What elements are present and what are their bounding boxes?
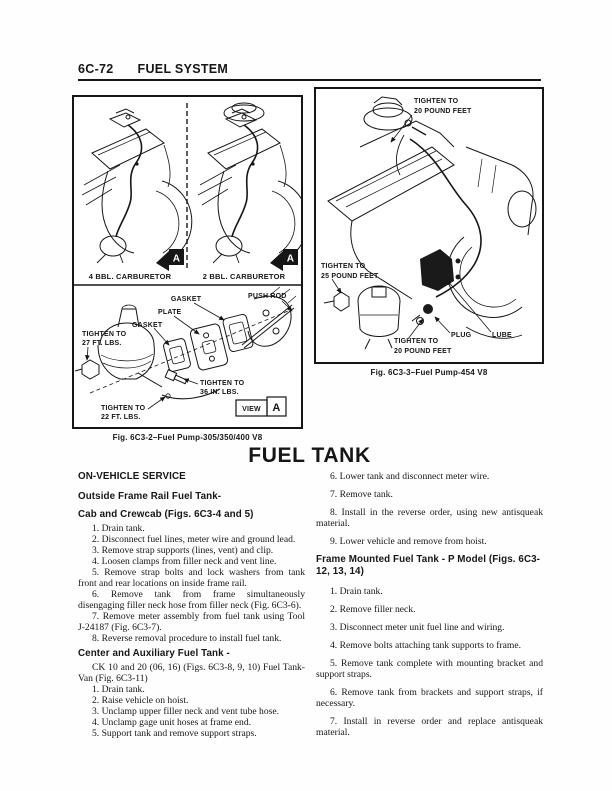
instruction-step: 5. Remove strap bolts and lock washers from tank front and rear locations on inside frame rail. <box>78 567 305 589</box>
center-auxiliary-heading: Center and Auxiliary Fuel Tank - <box>78 648 230 659</box>
instruction-step: 2. Disconnect fuel lines, meter wire and ground lead. <box>92 534 296 545</box>
instruction-step: 6. Remove tank from brackets and support straps, if necessary. <box>316 687 543 709</box>
page-header <box>78 62 541 81</box>
callout-tighten-25: TIGHTEN TO <box>321 263 366 270</box>
outside-frame-rail-heading: Outside Frame Rail Fuel Tank- <box>78 491 222 502</box>
callout-push-rod: PUSH ROD <box>248 293 287 300</box>
instruction-step: 7. Remove meter assembly from fuel tank using Tool J-24187 (Fig. 6C3-7). <box>78 611 305 633</box>
figure-6c3-2-frame <box>72 95 303 429</box>
fuel-pump-454-illustration <box>316 89 542 362</box>
instruction-step: 8. Install in the reverse order, using new antisqueak material. <box>316 507 543 529</box>
instruction-step: 4. Remove bolts attaching tank supports to frame. <box>330 640 522 651</box>
figure-6c3-2 <box>72 95 303 442</box>
instruction-step: 8. Reverse removal procedure to install fuel tank. <box>92 633 282 644</box>
instruction-step: 2. Raise vehicle on hoist. <box>92 695 189 706</box>
callout-plug: PLUG <box>451 332 472 339</box>
instruction-step: 7. Remove tank. <box>330 489 393 500</box>
callout-tighten-20-bottom-value: 20 POUND FEET <box>394 348 452 355</box>
callout-leader-lines <box>87 301 292 409</box>
callout-leader-lines <box>332 115 491 339</box>
panel-label-4bbl: 4 BBL. CARBURETOR <box>88 272 172 281</box>
callout-tighten-22-value: 22 FT. LBS. <box>101 414 141 421</box>
fuel-pump-305-350-400-illustration <box>74 97 301 427</box>
instruction-step: 4. Loosen clamps from filler neck and vent line. <box>92 556 277 567</box>
instruction-step: 1. Drain tank. <box>330 586 383 597</box>
engine-4bbl-line-art <box>82 109 192 263</box>
instruction-step: 2. Remove filler neck. <box>330 604 416 615</box>
view-arrow-letter: A <box>172 253 181 265</box>
figure-6c3-3-frame <box>314 87 544 364</box>
callout-gasket-top: GASKET <box>170 296 202 303</box>
left-column <box>78 471 305 739</box>
callout-tighten-36: TIGHTEN TO <box>200 380 245 387</box>
callout-tighten-36-value: 36 IN. LBS. <box>200 389 239 396</box>
figure-6c3-2-caption: Fig. 6C3-2–Fuel Pump-305/350/400 V8 <box>112 433 263 442</box>
callout-tighten-22: TIGHTEN TO <box>101 405 146 412</box>
instruction-step: 9. Lower vehicle and remove from hoist. <box>330 536 487 547</box>
on-vehicle-service-heading: ON-VEHICLE SERVICE <box>78 471 186 482</box>
figure-6c3-3-caption: Fig. 6C3-3–Fuel Pump-454 V8 <box>370 368 488 377</box>
callout-tighten-25-value: 25 POUND FEET <box>321 273 379 280</box>
instruction-step: 3. Unclamp upper filler neck and vent tube hose. <box>92 706 280 717</box>
instruction-step: 3. Disconnect meter unit fuel line and wiring. <box>330 622 505 633</box>
instruction-step: 5. Remove tank complete with mounting bracket and support straps. <box>316 658 543 680</box>
cab-and-crewcab-heading: Cab and Crewcab (Figs. 6C3-4 and 5) <box>78 509 254 520</box>
instruction-step: 6. Remove tank from frame simultaneously disengaging filler neck hose from filler neck (Fig. 6C3-6). <box>78 589 305 611</box>
view-a-badge-letter: A <box>272 402 281 414</box>
callout-tighten-20-top-value: 20 POUND FEET <box>414 108 472 115</box>
callout-tighten-27-value: 27 FT. LBS. <box>82 340 122 347</box>
callout-plate: PLATE <box>158 309 182 316</box>
panel-label-2bbl: 2 BBL. CARBURETOR <box>202 272 286 281</box>
figure-6c3-3 <box>314 87 544 377</box>
fuel-tank-title: FUEL TANK <box>248 444 371 467</box>
engine-2bbl-line-art <box>198 109 301 263</box>
instruction-step: 7. Install in reverse order and replace antisqueak material. <box>316 716 543 738</box>
right-column <box>316 471 543 745</box>
frame-mounted-heading: Frame Mounted Fuel Tank - P Model (Figs. 6C3-12, 13, 14) <box>316 554 541 577</box>
instruction-step: 1. Drain tank. <box>92 684 145 695</box>
instruction-step: 4. Unclamp gage unit hoses at frame end. <box>92 717 252 728</box>
callout-gasket-left: GASKET <box>132 322 163 329</box>
callout-tighten-27: TIGHTEN TO <box>82 331 127 338</box>
engine-454-line-art <box>324 97 536 349</box>
callout-lube: LUBE <box>492 332 512 339</box>
instruction-step: 5. Support tank and remove support straps. <box>92 728 257 739</box>
model-applicability-note: CK 10 and 20 (06, 16) (Figs. 6C3-8, 9, 10) Fuel Tank-Van (Fig. 6C3-11) <box>78 662 305 684</box>
instruction-step: 1. Drain tank. <box>92 523 145 534</box>
page-number: 6C-72 <box>78 62 114 76</box>
callout-tighten-20-top: TIGHTEN TO <box>414 98 459 105</box>
view-arrow-letter: A <box>286 253 295 265</box>
view-a-badge-word: VIEW <box>242 406 261 413</box>
instruction-step: 3. Remove strap supports (lines, vent) and clip. <box>92 545 274 556</box>
air-cleaner-line-art <box>224 103 264 121</box>
section-title: FUEL SYSTEM <box>137 62 229 76</box>
instruction-step: 6. Lower tank and disconnect meter wire. <box>330 471 490 482</box>
callout-tighten-20-bottom: TIGHTEN TO <box>394 338 439 345</box>
